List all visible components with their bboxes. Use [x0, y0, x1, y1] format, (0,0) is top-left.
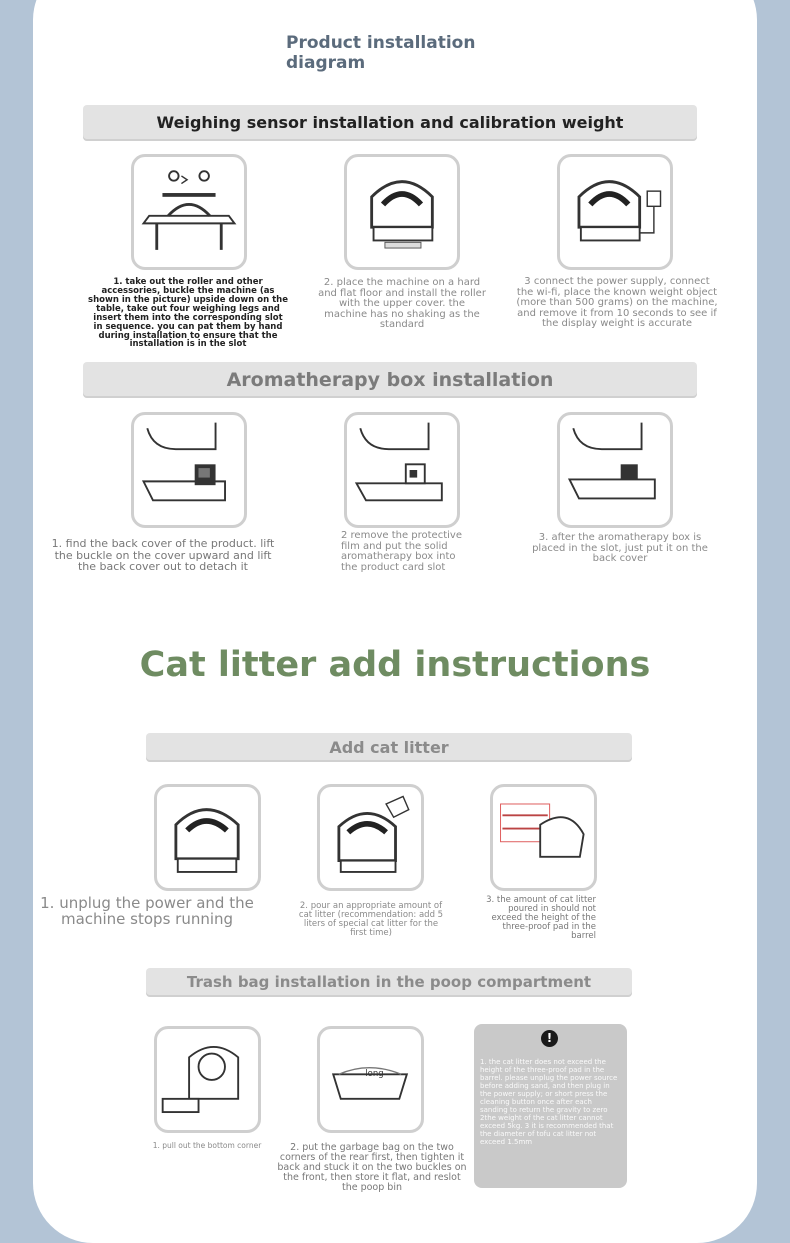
litter-step3-text: 3. the amount of cat litter poured in should not exceed the height of the three-proof pad in the barrel: [486, 895, 596, 941]
warning-text: 1. the cat litter does not exceed the height of the three-proof pad in the barrel. please unplug the power source before adding sand, and then plug in the power supply; or short press the cleaning button once after each sanding to return the gravity to zero 2the weight of the cat litter cannot exceed 5kg. 3 it is recommended that the diameter of tofu cat litter not exceed 1.5mm: [480, 1058, 618, 1147]
page-title: Product installation diagram: [286, 33, 476, 73]
trash-step1-text: 1. pull out the bottom corner: [152, 1141, 262, 1150]
weighing-step3-image: [557, 154, 673, 270]
back-cover-illustration: [134, 415, 244, 525]
bag-label: long: [365, 1069, 384, 1080]
section-title-aroma: Aromatherapy box installation: [83, 362, 697, 398]
litter-step2-image: [317, 784, 424, 891]
aroma-step3-text: 3. after the aromatherapy box is placed in the slot, just put it on the back cover: [532, 532, 708, 564]
table-legs-illustration: [134, 157, 244, 267]
pull-bin-illustration: [157, 1029, 258, 1130]
weighing-step2-image: [344, 154, 460, 270]
litter-step1-text: 1. unplug the power and the machine stops running: [40, 894, 254, 928]
trash-step2-text: 2. put the garbage bag on the two corners of the rear first, then tighten it back and stuck it on the two buckles on the front, then store it flat, and reslot the poop bin: [277, 1142, 467, 1193]
pour-litter-illustration: [320, 787, 421, 888]
machine-power-illustration: [560, 157, 670, 267]
weighing-step2-text: 2. place the machine on a hard and flat floor and install the roller with the upper cover. the machine has no shaking as the standard: [318, 277, 486, 330]
litter-step1-image: [154, 784, 261, 891]
weighing-step1-image: [131, 154, 247, 270]
warning-box: [474, 1024, 627, 1188]
weighing-step1-text: 1. take out the roller and other accessories, buckle the machine (as shown in the picture) upside down on the table, take out four weighing legs and insert them into the corresponding slot in sequence. you can pat them by hand during installation to ensure that the installation is in the slot: [88, 277, 288, 350]
trash-step2-image: [317, 1026, 424, 1133]
litter-instructions-title: Cat litter add instructions: [139, 645, 651, 685]
litter-step2-text: 2. pour an appropriate amount of cat litter (recommendation: add 5 liters of special cat litter for the first time): [298, 901, 444, 938]
weighing-step3-text: 3 connect the power supply, connect the wi-fi, place the known weight object (more than 500 grams) on the machine, and remove it from 10 seconds to see if the display weight is accurate: [516, 276, 718, 329]
warning-icon: !: [541, 1030, 558, 1047]
aroma-box-illustration: [347, 415, 457, 525]
machine-illustration: [347, 157, 457, 267]
litter-step3-image: [490, 784, 597, 891]
aroma-step1-image: [131, 412, 247, 528]
garbage-bag-illustration: [320, 1029, 421, 1130]
aroma-step2-image: [344, 412, 460, 528]
section-title-trash: Trash bag installation in the poop compartment: [146, 968, 632, 997]
machine-off-illustration: [157, 787, 258, 888]
section-title-add-litter: Add cat litter: [146, 733, 632, 762]
aroma-step2-text: 2 remove the protective film and put the solid aromatherapy box into the product card slot: [341, 530, 462, 573]
litter-level-illustration: [493, 787, 594, 888]
section-title-weighing: Weighing sensor installation and calibration weight: [83, 105, 697, 141]
aroma-slot-illustration: [560, 415, 670, 525]
trash-step1-image: [154, 1026, 261, 1133]
aroma-step3-image: [557, 412, 673, 528]
aroma-step1-text: 1. find the back cover of the product. lift the buckle on the cover upward and lift the back cover out to detach it: [51, 537, 275, 574]
